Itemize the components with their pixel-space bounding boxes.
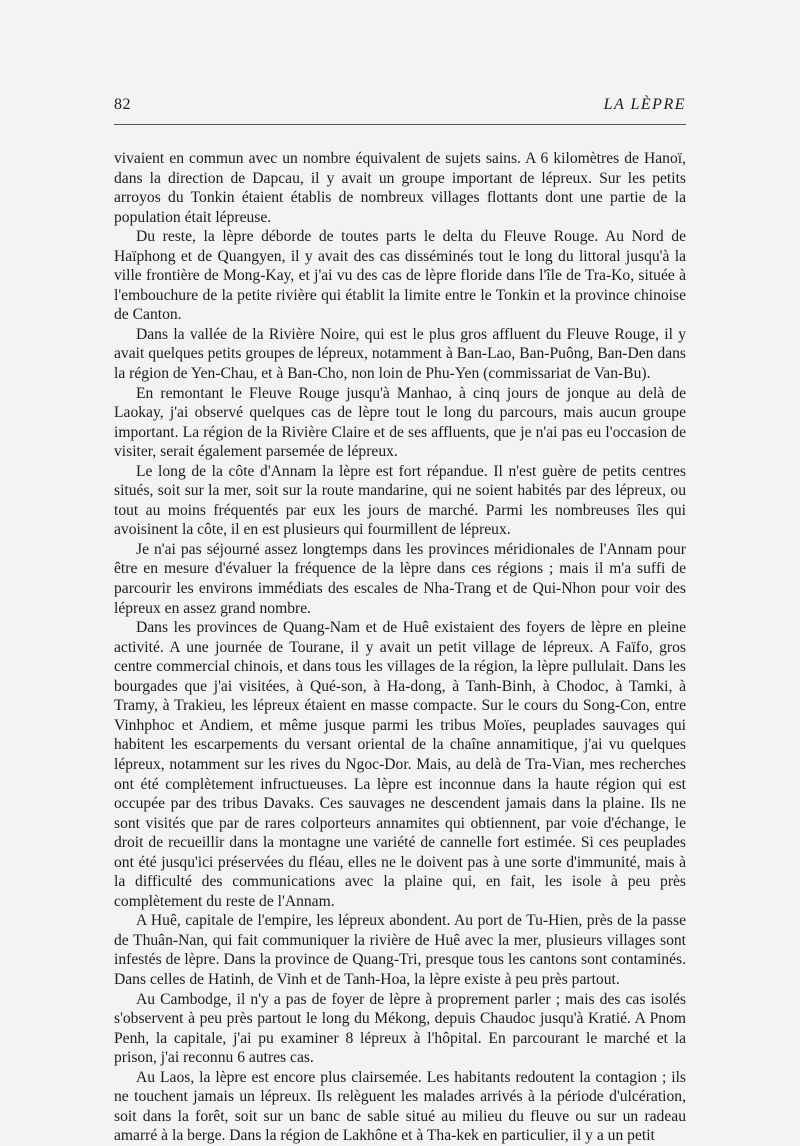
running-title: LA LÈPRE (603, 96, 686, 113)
paragraph: En remontant le Fleuve Rouge jusqu'à Manhao, à cinq jours de jonque au delà de Laokay, j'ai observé quelques cas de lèpre tout le long du parcours, mais aucun groupe important. La région de la Rivière Claire et de ses affluents, que je n'ai pas eu l'occasion de visiter, serait également parsemée de lépreux. (114, 384, 686, 461)
page-header (114, 96, 686, 118)
paragraph: Du reste, la lèpre déborde de toutes parts le delta du Fleuve Rouge. Au Nord de Haïphong et de Quangyen, il y avait des cas disséminés tout le long du littoral jusqu'à la ville frontière de Mong-Kay, et j'ai vu des cas de lèpre floride dans l'île de Tra-Ko, située à l'embouchure de la petite rivière qui établit la limite entre le Tonkin et la province chinoise de Canton. (114, 228, 686, 324)
paragraph: Dans la vallée de la Rivière Noire, qui est le plus gros affluent du Fleuve Rouge, il y avait quelques petits groupes de lépreux, notamment à Ban-Lao, Ban-Puông, Ban-Den dans la région de Yen-Chau, et à Ban-Cho, non loin de Phu-Yen (commissariat de Van-Bu). (114, 325, 686, 383)
paragraph: Je n'ai pas séjourné assez longtemps dans les provinces méridionales de l'Annam pour être en mesure d'évaluer la fréquence de la lèpre dans ces régions ; mais il m'a suffi de parcourir les environs immédiats des escales de Nha-Trang et de Qui-Nhon pour voir des lépreux en assez grand nombre. (114, 540, 686, 617)
paragraph: vivaient en commun avec un nombre équivalent de sujets sains. A 6 kilomètres de Hanoï, dans la direction de Dapcau, il y avait un groupe important de lépreux. Sur les petits arroyos du Tonkin étaient établis de nombreux villages flottants dont une partie de la population était lépreuse. (114, 150, 686, 226)
header-rule (114, 124, 686, 125)
paragraph: Au Laos, la lèpre est encore plus clairsemée. Les habitants redoutent la contagion ; ils ne touchent jamais un lépreux. Ils relèguent les malades arrivés à la période d'ulcération, soit dans la forêt, soit sur un banc de sable situé au milieu du fleuve ou sur un radeau amarré à la berge. Dans la région de Lakhône et à Tha-kek en particulier, il y a un petit (114, 1068, 686, 1145)
body-text (114, 149, 686, 1146)
paragraph: Au Cambodge, il n'y a pas de foyer de lèpre à proprement parler ; mais des cas isolés s'observent à peu près partout le long du Mékong, depuis Chaudoc jusqu'à Kratié. A Pnom Penh, la capitale, j'ai pu examiner 8 lépreux à l'hôpital. En parcourant le marché et la prison, j'ai reconnu 6 autres cas. (114, 990, 686, 1067)
paragraph: Le long de la côte d'Annam la lèpre est fort répandue. Il n'est guère de petits centres situés, soit sur la mer, soit sur la route mandarine, qui ne soient habités par des lépreux, ou tout au moins fréquentés par eux les jours de marché. Parmi les nombreuses îles qui avoisinent la côte, il en est plusieurs qui fourmillent de lépreux. (114, 462, 686, 539)
paragraph: A Huê, capitale de l'empire, les lépreux abondent. Au port de Tu-Hien, près de la passe de Thuân-Nan, qui fait communiquer la rivière de Huê avec la mer, plusieurs villages sont infestés de lèpre. Dans la province de Quang-Tri, presque tous les cantons sont contaminés. Dans celles de Hatinh, de Vinh et de Tanh-Hoa, la lèpre existe à peu près partout. (114, 912, 686, 988)
paragraph: Dans les provinces de Quang-Nam et de Huê existaient des foyers de lèpre en pleine activité. A une journée de Tourane, il y avait un petit village de lépreux. A Faïfo, gros centre commercial chinois, et dans tous les villages de la région, la lèpre pullulait. Dans les bourgades que j'ai visitées, à Qué-son, à Ha-dong, à Tanh-Binh, à Chodoc, à Tamki, à Tramy, à Trakieu, les lépreux étaient en masse compacte. Sur le cours du Song-Con, entre Vinhphoc et Andiem, et même jusque parmi les tribus Moïes, peuplades sauvages qui habitent les escarpements du versant oriental de la chaîne annamitique, j'ai vu quelques lépreux, notamment sur les rives du Ngoc-Dor. Mais, au delà de Tra-Vian, mes recherches ont été complètement infructueuses. La lèpre est inconnue dans la haute région qui est occupée par des tribus Davaks. Ces sauvages ne descendent jamais dans la plaine. Ils ne sont visités que par de rares colporteurs annamites qui obtiennent, par voie d'échange, le droit de recueillir dans la montagne une variété de cannelle fort estimée. Si ces peuplades ont été jusqu'ici préservées du fléau, elles ne le doivent pas à une sorte d'immunité, mais à la difficulté des communications avec la plaine qui, en fait, les isole à peu près complètement du reste de l'Annam. (114, 619, 686, 910)
page-number: 82 (114, 96, 131, 113)
